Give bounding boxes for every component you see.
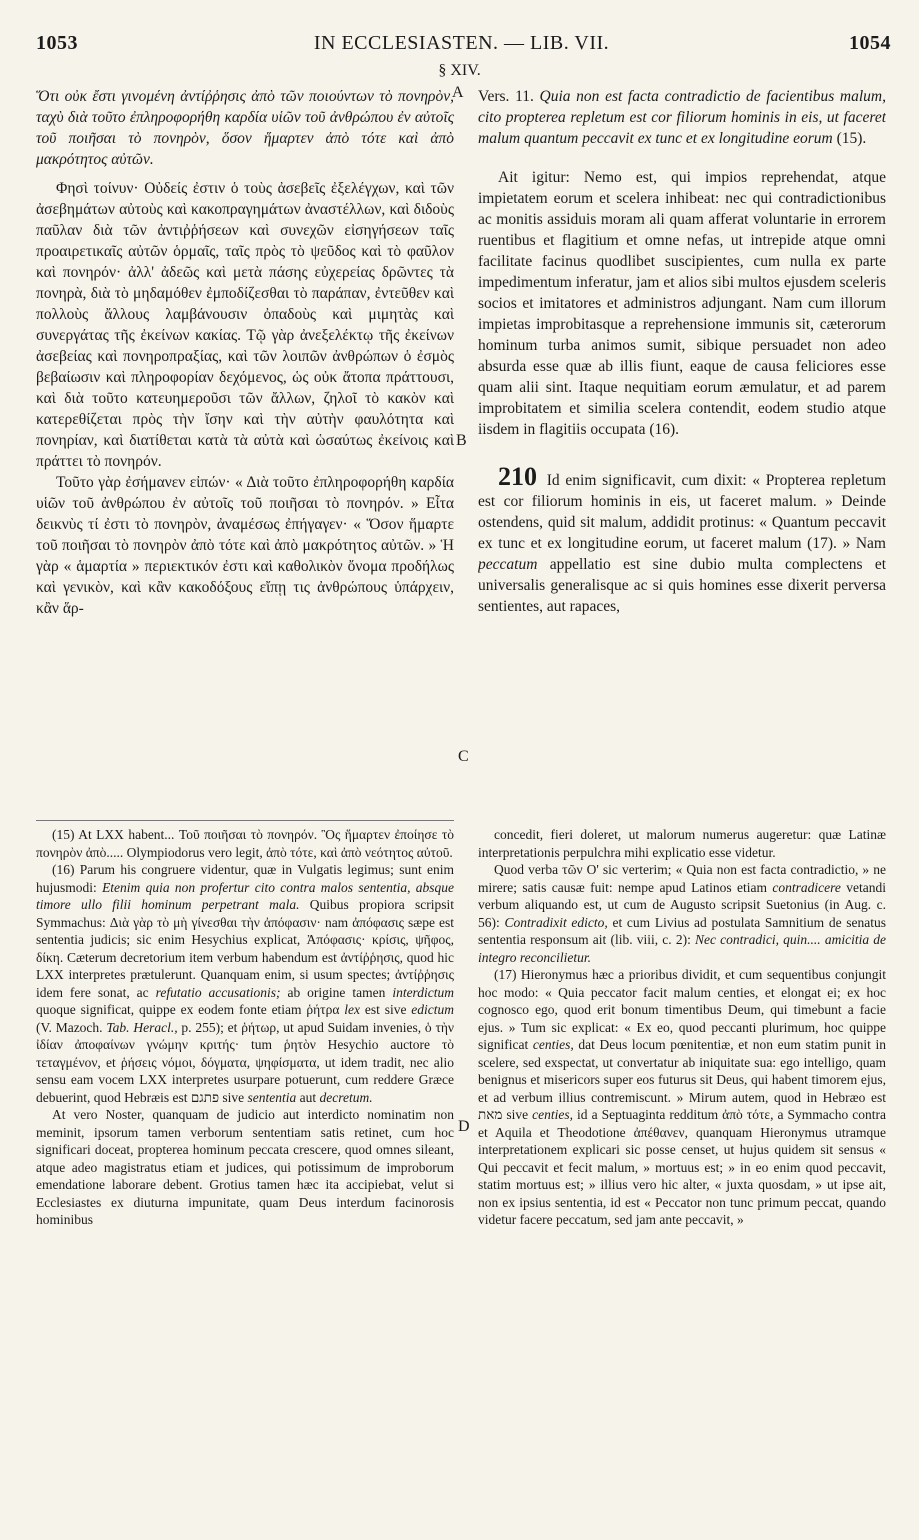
- running-header: [24, 32, 899, 60]
- latin-paragraph-2-text-a: Id enim significavit, cum dixit: « Propterea repletum est cor filiorum hominis in eis, ut faceret malum. » Deinde ostendens, quid sit malum, addidit protinus: « Quantum peccavit ex tunc et ex longitudine eorum, ut faceret malum (17). » Nam: [478, 472, 886, 552]
- greek-paragraph-2: Τοῦτο γὰρ ἐσήμανεν εἰπών· « Διὰ τοῦτο ἐπληροφορήθη καρδία υἱῶν τοῦ ἀνθρώπου ἐν αὐτοῖς τοῦ ποιῆσαι τὸ πονηρόν. » Εἶτα δεικνὺς τί ἐστι τὸ πονηρὸν, ἀναμέσως ἐπήγαγεν· « Ὅσον ἥμαρτε τοῦ ποιῆσαι τὸ πονηρὸν ἀπὸ τότε καὶ ἀπὸ μακρότητος αὐτῶν. » Ἡ γὰρ « ἁμαρτία » περιεκτικόν ἐστι καὶ καθολικὸν ὄνομα προδήλως καὶ γενικὸν, καὶ κἂν κακοδόξους εἴπῃ τις ἀνθρώπους ὑπάρχειν, κἂν ἅρ-: [36, 474, 454, 617]
- verse-label: Vers. 11.: [478, 88, 534, 105]
- right-page-number: 1054: [849, 32, 891, 54]
- footnote-16-continuation: concedit, fieri doleret, ut malorum numerus augeretur: quæ Latinæ interpretationis perpulchra mihi explicatio esse videtur.: [478, 827, 886, 860]
- column-number: 210: [498, 462, 537, 491]
- footnote-16-italic-f: Tab. Heracl.,: [106, 1019, 178, 1035]
- footnote-q-text-2: vetandi verbum aliquando est, ut cum de Augusto scripsit Suetonius (in Aug. c. 56):: [478, 879, 886, 930]
- latin-paragraph-2-italic: peccatum: [478, 556, 538, 573]
- footnote-17: [478, 966, 886, 1229]
- margin-mark-a: A: [452, 84, 464, 101]
- footnote-15-continuation: [478, 861, 886, 966]
- footnote-16-italic-d: lex: [344, 1002, 361, 1017]
- latin-paragraph-2-text-b: appellatio est sine dubio multa complectens et universalis generalisque ac si quis homines esse dixerit perversa sentientes, aut rapaces,: [478, 556, 886, 615]
- footnote-ref-16: (16).: [649, 421, 680, 438]
- footnotes-right: [478, 826, 886, 1526]
- greek-column: [36, 86, 454, 816]
- footnote-16-text-a: (16) Parum his congruere videntur, quæ in Vulgatis legimus; sunt enim hujusmodi:: [36, 862, 454, 895]
- footnote-17-italic-b: centies,: [532, 1107, 574, 1122]
- footnotes-left: [36, 826, 454, 1526]
- footnote-16-italic-g: sententia: [247, 1089, 297, 1105]
- footnote-16: [36, 861, 454, 1106]
- footnote-16-text-g: p. 255); et ῥήτωρ, ut apud Suidam invenies, ὁ τὴν ἰδίαν ἀποφαίνων γνώμην κριτής· tum ῥητὸν Hesychio auctore τὸ τεταγμένον, et ῥήσεις νόμοι, δόγματα, ψηφίσματα, ut idem tradit, nec alio sensu eam vocem LXX interpretes usurpare potuerunt, cum reddere Græce debuerint, quod Hebræis est פתגם sive: [36, 1019, 454, 1105]
- left-page-number: 1053: [36, 32, 78, 54]
- latin-paragraph-2: [478, 462, 886, 617]
- margin-mark-d: D: [458, 1118, 470, 1135]
- footnote-q-text-3: et cum Livius ad postulata Samnitium de senatus sententia responsum ait (lib. viii, c. 2):: [478, 914, 886, 947]
- margin-mark-b: B: [456, 432, 467, 449]
- latin-paragraph-1: [478, 167, 886, 440]
- greek-paragraph-1: Φησὶ τοίνυν· Οὐδείς ἐστιν ὁ τοὺς ἀσεβεῖς ἐξελέγχων, καὶ τῶν ἀσεβημάτων αὐτοὺς καὶ κακοπραγημάτων ἀναστέλλων, καὶ διδοὺς παῦλαν διὰ τῶν ἀντιῤῥήσεων καὶ συνεχῶν εἰσηγήσεων ταῖς προαιρετικαῖς αὐτῶν ὁρμαῖς, ταῖς πρὸς τὸ ψεῦδος καὶ τὸ φαῦλον καὶ πονηρόν· ἀλλ' ἀδεῶς καὶ μετὰ πάσης εὐχερείας δρῶντες τὰ πονηρὰ, διὰ τὸ μηδαμόθεν ἐμποδίζεσθαι τὸ παράπαν, ἐντεῦθεν καὶ πολλοὺς ἄλλους λαμβάνουσιν ὀπαδοὺς καὶ μιμητὰς καὶ συνεργάτας τῆς ἐκείνων κακίας. Τῷ γὰρ ἀνεξελέκτῳ τῆς ἐκείνων ἀσεβείας καὶ πονηροπραξίας, καὶ τῶν λοιπῶν ἀνθρώπων ὁ ἐσμὸς βεβαίωσιν καὶ πληροφορίαν δεχόμενος, ὡς οὐκ ἄτοπα πράττουσι, καὶ διὰ τοῦτο κατευημεροῦσι τῶν ἄλλων, ζηλοῖ τὸ κακὸν καὶ κατερεθίζεται πρὸς τὴν ἴσην καὶ τὴν αὐτὴν φαυλότητα καὶ πονηρίαν, καὶ διατίθεται κατὰ τὰ αὐτὰ καὶ ὡσαύτως ἐκείνοις καὶ πράττει τὸ πονηρόν.: [36, 180, 454, 470]
- footnote-16-italic-e: edictum: [411, 1002, 454, 1017]
- footnote-16-text-e: est sive: [364, 1002, 407, 1017]
- footnote-16-italic-c: interdictum: [392, 984, 454, 1000]
- footnote-16-italic-h: decretum.: [319, 1089, 373, 1105]
- footnote-16-text-h: aut: [299, 1089, 317, 1105]
- footnote-q-text-1: Quod verba τῶν Ο' sic verterim; « Quia non est facta contradictio, » ne mirere; satis causæ fuit: nempe apud Latinos etiam: [478, 862, 886, 895]
- running-title: IN ECCLESIASTEN. — LIB. VII.: [313, 32, 610, 54]
- footnote-15: (15) At LXX habent... Τοῦ ποιῆσαι τὸ πονηρόν. Ὃς ἥμαρτεν ἐποίησε τὸ πονηρὸν ἀπὸ..... Olympiodorus vero legit, ἀπὸ τότε, καὶ ἀπὸ νεότητος αὐτοῦ.: [36, 827, 454, 860]
- footnote-16-text-c: ab origine tamen: [287, 984, 386, 1000]
- footnote-17-text-c: id a Septuaginta redditum ἀπὸ τότε, a Symmacho contra et Aquila et Theodotione ἀπέθανεν, quanquam Hieronymus utramque interpretationem explicari sic posse censet, ut hujus quidem sit sensus « Qui peccavit et fecit malum, » mortuus est; » in eo enim quod peccavit, statim mortuus est; » illius vero hic alter, « juxta quosdam, » ut ipse ait, non ex ipsius sententia, id est « Peccator non tunc primum peccat, quando videtur facere peccatum, sed jam ante peccavit, »: [478, 1107, 886, 1227]
- footnote-16-italic-b: refutatio accusationis;: [155, 984, 281, 1000]
- footnote-17-text-b: dat Deus locum pœnitentiæ, et non eum statim punit in scelere, sed exspectat, ut convertatur ab iniquitate sua: ego intelligo, quam benignus et misericors super eos futurus sit Deus, qui habent timorem ejus, et ad verbum illius contremiscunt. » Mirum autem, quod in Hebræo est מאת sive: [478, 1037, 886, 1122]
- greek-verse: Ὅτι οὐκ ἔστι γινομένη ἀντίῤῥησις ἀπὸ τῶν ποιούντων τὸ πονηρὸν, ταχὺ διὰ τοῦτο ἐπληροφορήθη καρδία υἱῶν τοῦ ἀνθρώπου ἐν αὐτοῖς τοῦ ποιῆσαι τὸ πονηρὸν, ὅσον ἥμαρτεν ἀπὸ τότε καὶ ἀπὸ μακρότητος αὐτῶν.: [36, 88, 454, 168]
- footnote-q-italic-1: contradicere: [772, 879, 841, 895]
- footnote-17-italic-a: centies,: [532, 1037, 574, 1052]
- footnote-17-text-a: (17) Hieronymus hæc a prioribus dividit, et cum sequentibus conjungit hoc modo: « Quia peccator facit malum centies, et elongat ei; ex hoc cognosco ego, quod erit bonum timentibus Deum, qui timebunt a facie ejus. » Tum sic explicat: « Ex eo, quod peccanti plurimum, hoc quippe significat: [478, 967, 886, 1052]
- latin-verse: [478, 86, 886, 149]
- latin-paragraph-1-text: Ait igitur: Nemo est, qui impios reprehendat, atque impietatem eorum et scelera inhibeat: nec qui contradictionibus ac monitis assiduis moram ali quam afferat voluntarie in errorem ruentibus et flagitium et omne nefas, ut intrepide atque omni facilitate facinus quodlibet suscipientes, cum nulla ex parte impedimentum inferatur, jam et alios sibi multos ejusdem sceleris socios et imitatores et administros adjungant. Nam cum illorum impietas improbitasque a reprehensione immunis sit, cæterorum hominum turba animos sumit, sibique persuadet non adeo absurda esse quæ ab illis fiunt, eaque de causa feliciores esse quam alii sint. Itaque nequitiam eorum æmulatur, et ad parem improbitatem et similia scelera contendit, eodem studio atque iisdem in flagitiis occupata: [478, 169, 886, 438]
- footnote-16-text-d: quoque significat, quippe ex eodem fonte etiam ῥήτρα: [36, 1002, 340, 1017]
- footnote-16-italic-a: Etenim quia non profertur cito contra malos sententia, absque timore ullo filii hominum perpetrant mala.: [36, 879, 454, 912]
- latin-verse-text: Quia non est facta contradictio de facientibus malum, cito propterea repletum est cor filiorum hominis in eis, ut faceret malum quantum peccavit ex tunc et ex longitudine eorum: [478, 88, 886, 147]
- footnote-q-italic-2: Contradixit edicto,: [504, 914, 608, 930]
- section-heading: § XIV.: [438, 62, 481, 79]
- margin-mark-c: C: [458, 748, 469, 765]
- footnote-16-text-b: Quibus propiora scripsit Symmachus: Διὰ γὰρ τὸ μὴ γίνεσθαι τὴν ἀπόφασιν· nam ἀπόφασις sæpe est sententia judicis; sic enim Hesychius explicat, Ἀπόφασις· κρίσις, ψῆφος, δίκη. Cæterum decretorium item verbum habendum est ἀντίῤῥησις, quod hic LXX interpretes prætulerunt. Quanquam enim, si usum spectes; ἀντίῤῥησις idem fere sonat, ac: [36, 897, 454, 1000]
- footnote-q-italic-3: Nec contradici, quin.... amicitia de integro reconcilietur.: [478, 932, 886, 965]
- verse-footnote-ref: (15).: [836, 130, 867, 147]
- footnote-16-text-f: (V. Mazoch.: [36, 1019, 103, 1035]
- latin-column: [478, 86, 886, 816]
- footnote-rule-left: [36, 820, 454, 821]
- footnote-16-continued: At vero Noster, quanquam de judicio aut interdicto nominatim non meminit, ipsorum tamen verborum sententiam satis retinet, cum hoc significari doceat, propterea hominum peccata crescere, quod omnes sileant, atque adeo magistratus etiam et judices, qui potissimum de improborum emendatione laborare debent. Grotius tamen hæc ita accipiebat, velut si Ecclesiastes ex diuturna impunitate, quam Deus interdum facinorosis hominibus: [36, 1107, 454, 1227]
